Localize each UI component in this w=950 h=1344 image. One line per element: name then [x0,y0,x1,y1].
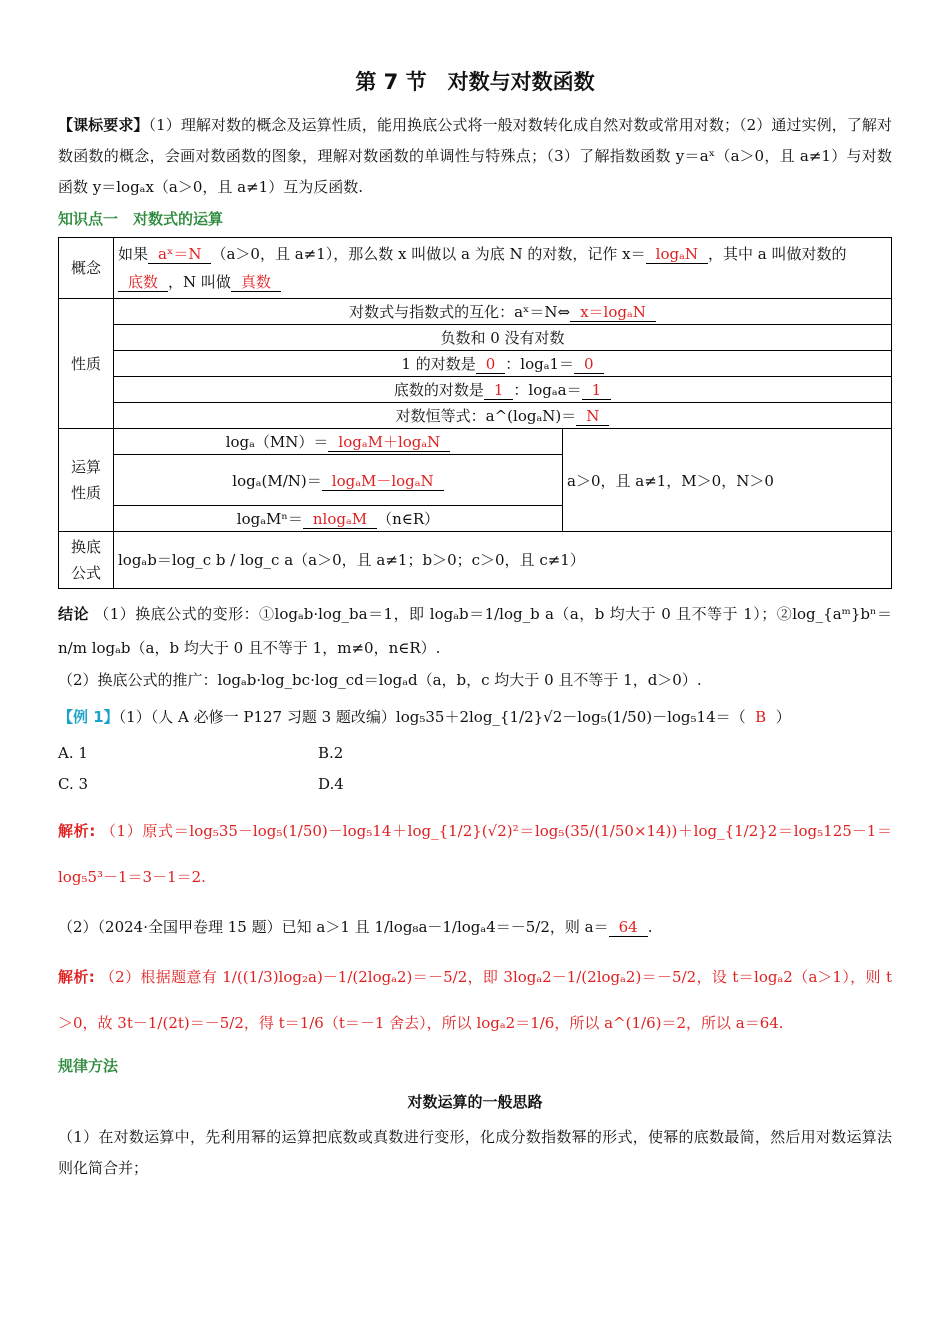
property-cell: 负数和 0 没有对数 [114,325,892,351]
question-text: （2）（2024·全国甲卷理 15 题）已知 a＞1 且 1/log₈a－1/logₐ4＝－5/2，则 a＝ [58,918,609,936]
solution-text: （1）原式＝log₅35－log₅(1/50)－log₅14＋log_{1/2}(√2)²＝log₅(35/(1/50×14))＋log_{1/2}2＝log₅125－1＝log₅5³－1＝3－1＝2. [58,822,892,886]
change-base-formula: logₐb＝log_c b / log_c a [118,551,294,569]
solution-text: （2）根据题意有 1/((1/3)log₂a)－1/(2logₐ2)＝－5/2，即 3logₐ2－1/(2logₐ2)＝－5/2，设 t＝logₐ2（a＞1），则 t＞0，故 3t－1/(2t)＝－5/2，得 t＝1/6（t＝－1 舍去），所以 logₐ2＝1/6，所以 a^(1/6)＝2，所以 a＝64. [58,968,892,1032]
concept-text: （a＞0，且 a≠1），那么数 x 叫做以 a 为底 N 的对数，记作 x＝ [211,245,646,263]
table-row [59,325,892,351]
property-text: 对数式与指数式的互化：aˣ＝N⇔ [349,303,571,321]
table-row [59,238,892,299]
property-cell [114,377,892,403]
concept-text: 如果 [118,245,149,263]
operation-label [59,429,114,532]
operation-text: logₐ（MN）＝ [225,433,329,451]
operation-cell [114,455,563,506]
operation-text: logₐ(M/N)＝ [232,471,322,490]
answer-blank: nlogₐM [303,510,377,529]
property-cell [114,299,892,325]
example-label: 【例 1】 [58,708,119,726]
operation-cell [114,429,563,455]
choice-row [58,769,892,800]
table-row [59,532,892,589]
answer-blank: 底数 [118,273,168,292]
change-base-cell [114,532,892,589]
operation-label-line: 性质 [70,484,101,502]
solution-label: 解析: [58,968,95,986]
operation-cell [114,506,563,532]
table-row [59,351,892,377]
question-text: ） [775,708,791,726]
property-text: ：logₐa＝ [513,381,582,399]
property-cell [114,403,892,429]
choice-d: D.4 [318,775,344,793]
solution-label: 解析: [58,822,96,840]
property-text: 底数的对数是 [393,381,484,399]
answer-blank: 64 [609,918,648,937]
concept-label: 概念 [59,238,114,299]
solution-1 [58,808,892,900]
change-base-label-line: 换底 [70,538,101,556]
requirements-label: 【课标要求】 [58,116,149,134]
answer-blank: logₐN [646,245,708,264]
change-base-label [59,532,114,589]
answer-blank: 0 [476,355,506,374]
operation-text: logₐMⁿ＝ [236,510,303,528]
property-label: 性质 [59,299,114,429]
answer-blank: 1 [582,381,612,400]
change-base-condition: （a＞0，且 a≠1；b＞0；c＞0，且 c≠1） [293,551,585,569]
concept-text: ，其中 a 叫做对数的 [707,245,847,263]
example1-question1 [58,696,892,738]
property-text: 1 的对数是 [401,355,476,373]
requirements-text: （1）理解对数的概念及运算性质，能用换底公式将一般对数转化成自然对数或常用对数；（2）通过实例，了解对数函数的概念，会画对数函数的图象，理解对数函数的单调性与特殊点；（3）了解指数函数 y＝aˣ（a＞0，且 a≠1）与对数函数 y＝logₐx（a＞0，且 a≠1）互为反函数. [58,116,892,196]
table-row [59,377,892,403]
concept-cell [114,238,892,299]
choice-c: C. 3 [58,775,89,793]
operation-condition: a＞0，且 a≠1，M＞0，N＞0 [563,429,892,532]
conclusion-line-1 [58,597,892,665]
answer-choice: B [755,708,767,726]
choice-b: B.2 [318,744,344,762]
logarithm-table [58,237,892,589]
concept-text: ，N 叫做 [168,273,231,291]
method-paragraph: （1）在对数运算中，先利用幂的运算把底数或真数进行变形，化成分数指数幂的形式，使幂的底数最简，然后用对数运算法则化简合并； [58,1128,892,1177]
table-row [59,299,892,325]
answer-blank: 0 [574,355,604,374]
example1-question2: （2）（2024·全国甲卷理 15 题）已知 a＞1 且 1/log₈a－1/logₐ4＝－5/2，则 a＝ 64 . [58,918,653,936]
answer-blank: aˣ＝N [148,245,211,264]
page-title: 第 7 节 对数与对数函数 [355,70,595,94]
method-subheading: 对数运算的一般思路 [407,1093,543,1111]
conclusion-text: （1）换底公式的变形：①logₐb·log_ba＝1，即 logₐb＝1/log_b a（a，b 均大于 0 且不等于 1）；②log_{aᵐ}bⁿ＝n/m logₐb（a，b 均大于 0 且不等于 1，m≠0，n∈R）. [58,605,892,657]
answer-blank: 真数 [231,273,281,292]
conclusion-line-2: （2）换底公式的推广：logₐb·log_bc·log_cd＝logₐd（a，b，c 均大于 0 且不等于 1，d＞0）. [58,671,702,689]
question-text: （1）（人 A 必修一 P127 习题 3 题改编）log₅35＋2log_{1/2}√2－log₅(1/50)－log₅14＝（ [118,708,746,726]
answer-blank: x＝logₐN [570,303,656,322]
operation-text: （n∈R） [377,510,440,528]
solution-2 [58,954,892,1046]
method-heading: 规律方法 [58,1057,119,1075]
document-page [58,60,892,1184]
curriculum-requirements [58,110,892,203]
property-cell [114,351,892,377]
answer-blank: logₐM－logₐN [322,472,444,491]
change-base-label-line: 公式 [70,564,101,582]
choice-row [58,738,892,769]
table-row [59,403,892,429]
choice-a: A. 1 [58,744,88,762]
answer-blank: 1 [484,381,514,400]
answer-blank: N [576,407,609,426]
operation-label-line: 运算 [70,458,101,476]
table-row [59,429,892,455]
answer-blank: logₐM＋logₐN [328,433,450,452]
property-text: 对数恒等式：a^(logₐN)＝ [395,407,577,425]
section-heading: 知识点一 对数式的运算 [58,210,224,228]
conclusion-label: 结论 [58,605,89,623]
property-text: ：logₐ1＝ [505,355,575,373]
